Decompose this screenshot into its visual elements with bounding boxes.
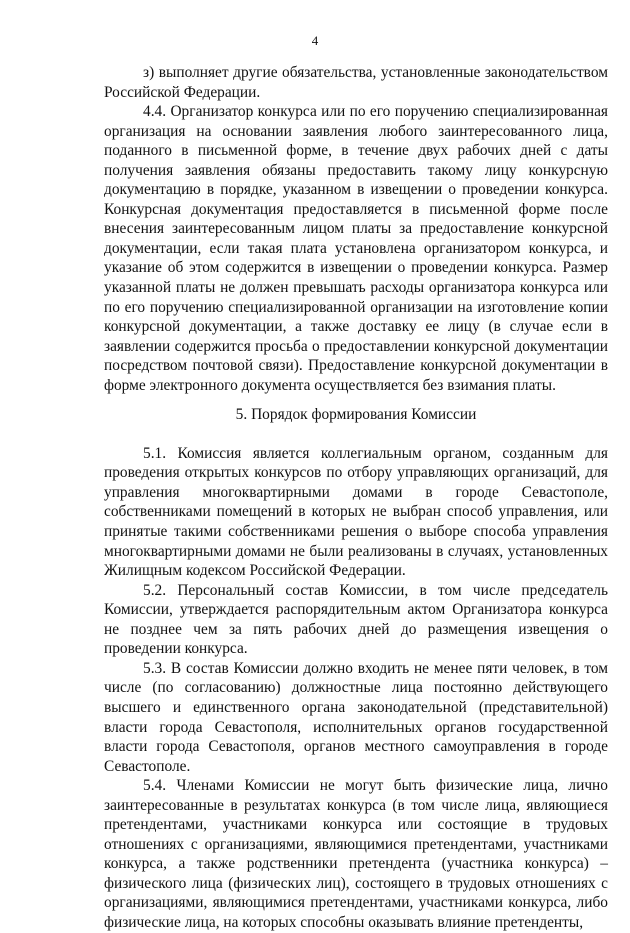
paragraph-5-1-commission: 5.1. Комиссия является коллегиальным органом, созданным для проведения открытых конкурсов по отбору управляющих организаций, для управления многоквартирными домами в городе Севастополе, собственниками помещений в которых не выбран способ управления, или принятые такими собственниками решения о выборе способа управления многоквартирными домами не были реализованы в случаях, установленных Жилищным кодексом Российской Федерации.: [104, 444, 608, 580]
paragraph-4-4-documentation: 4.4. Организатор конкурса или по его поручению специализированная организация на основании заявления любого заинтересованного лица, поданного в письменной форме, в течение двух рабочих дней с даты получения заявления обязаны предоставить такому лицу конкурсную документацию в порядке, указанном в извещении о проведении конкурса. Конкурсная документация предоставляется в письменной форме после внесения заинтересованным лицом платы за предоставление конкурсной документации, если такая плата установлена организатором конкурса, и указание об этом содержится в извещении о проведении конкурса. Размер указанной платы не должен превышать расходы организатора конкурса или по его поручению специализированной организации на изготовление копии конкурсной документации, а также доставку ее лицу (в случае если в заявлении содержится просьба о предоставлении конкурсной документации посредством почтовой связи). Предоставление конкурсной документации в форме электронного документа осуществляется без взимания платы.: [104, 103, 608, 394]
paragraph-5-3-members-count: 5.3. В состав Комиссии должно входить не менее пяти человек, в том числе (по согласованию) должностные лица постоянно действующего высшего и единственного органа законодательной (представительной) власти города Севастополя, исполнительных органов государственной власти города Севастополя, органов местного самоуправления в городе Севастополе.: [104, 659, 608, 775]
document-body: [104, 63, 608, 933]
section-heading-commission-formation: 5. Порядок формирования Комиссии: [235, 406, 477, 424]
paragraph-5-2-composition: 5.2. Персональный состав Комиссии, в том числе председатель Комиссии, утверждается распорядительным актом Организатора конкурса не позднее чем за пять рабочих дней до размещения извещения о проведении конкурса.: [104, 581, 608, 658]
page-number: 4: [311, 33, 319, 48]
paragraph-5-4-restrictions: 5.4. Членами Комиссии не могут быть физические лица, лично заинтересованные в результатах конкурса (в том числе лица, являющиеся претендентами, участниками конкурса или состоящие в трудовых отношениях с организациями, являющимися претендентами, участниками конкурса, а также родственники претендента (участника конкурса) – физического лица (физических лиц), состоящего в трудовых отношениях с организациями, являющимися претендентами, участниками конкурса, либо физические лица, на которых способны оказывать влияние претенденты,: [104, 777, 608, 931]
paragraph-3z-obligations: з) выполняет другие обязательства, установленные законодательством Российской Федерации.: [104, 64, 608, 101]
heading-spacer: [104, 436, 608, 444]
